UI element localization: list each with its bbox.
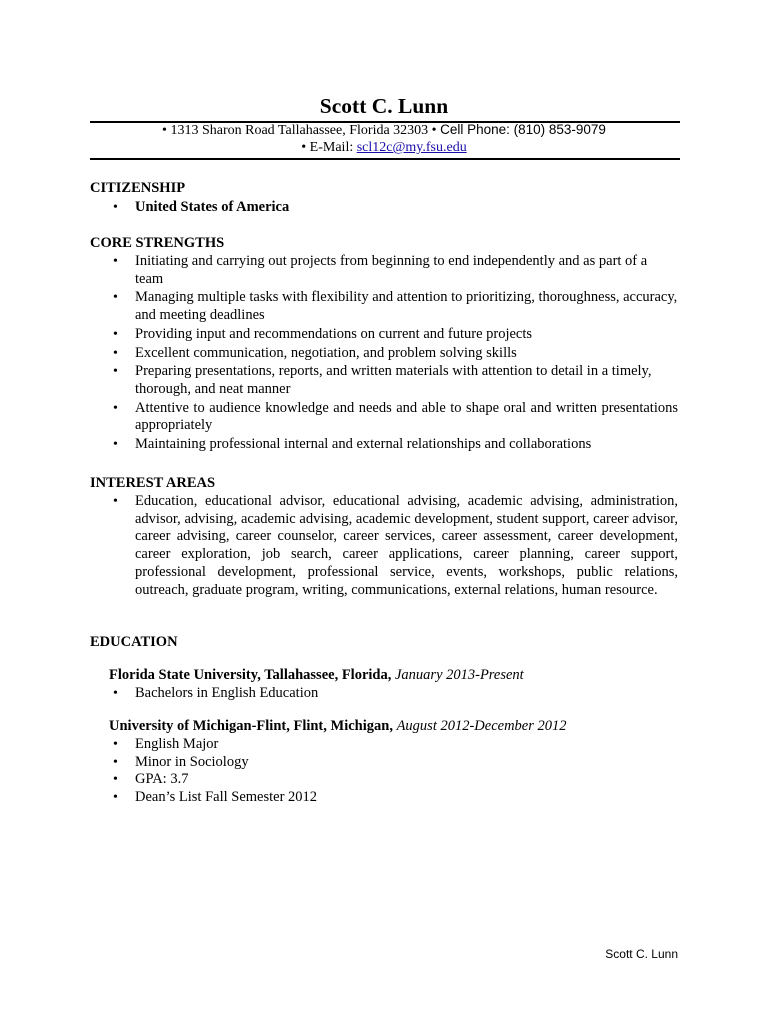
school-name: Florida State University, Tallahassee, Florida, <box>109 667 392 683</box>
email-link[interactable]: scl12c@my.fsu.edu <box>356 140 467 155</box>
core-strengths-heading: CORE STRENGTHS <box>90 235 225 251</box>
list-item <box>90 771 678 789</box>
strength-text: Excellent communication, negotiation, and problem solving skills <box>135 344 517 361</box>
school-name: University of Michigan-Flint, Flint, Michigan, <box>109 718 393 734</box>
email-label: • E-Mail: <box>301 140 354 155</box>
list-item <box>90 199 678 217</box>
cell-phone-text: Cell Phone: (810) 853-9079 <box>440 122 606 137</box>
strength-text: Providing input and recommendations on current and future projects <box>135 325 533 342</box>
fsu-details-list <box>90 685 678 703</box>
education-heading: EDUCATION <box>90 634 178 650</box>
core-strengths-list <box>90 253 678 454</box>
school-dates: January 2013-Present <box>394 667 524 683</box>
header-bottom-rule <box>90 158 680 160</box>
bullet-icon: • <box>113 686 118 701</box>
interest-areas-text: Education, educational advisor, educational advising, academic advising, administration, advisor, advising, academic advising, academic development, student support, career advisor, career advising, career counselor, career services, career assessment, career development, career exploration, job search, career applications, career planning, career support, professional development, professional service, events, workshops, public relations, outreach, graduate program, writing, communications, external relations, human resource. <box>135 493 678 598</box>
bullet-icon: • <box>113 494 118 509</box>
list-item <box>90 345 678 363</box>
list-item <box>90 253 678 288</box>
address-text: • 1313 Sharon Road Tallahassee, Florida 32303 • <box>162 123 437 138</box>
list-item <box>90 493 678 599</box>
list-item <box>90 754 678 772</box>
bullet-icon: • <box>113 790 118 806</box>
citizenship-list <box>90 199 678 217</box>
list-item <box>90 363 678 398</box>
interest-areas-heading: INTEREST AREAS <box>90 475 216 491</box>
strength-text: Managing multiple tasks with flexibility and attention to prioritizing, thoroughness, accuracy, and meeting deadlines <box>135 289 678 324</box>
strength-text: Attentive to audience knowledge and needs and able to shape oral and written presentations appropriately <box>135 399 678 434</box>
list-item <box>90 400 678 435</box>
resume-name: Scott C. Lunn <box>319 94 449 118</box>
degree-text: Bachelors in English Education <box>135 685 319 701</box>
school-dates: August 2012-December 2012 <box>396 718 567 734</box>
school-entry-umflint <box>109 717 567 735</box>
detail-text: GPA: 3.7 <box>135 771 189 788</box>
bullet-icon: • <box>113 364 118 380</box>
page-footer: Scott C. Lunn <box>605 947 678 961</box>
bullet-icon: • <box>113 400 118 416</box>
list-item <box>90 789 678 807</box>
email-line <box>0 139 768 157</box>
school-entry-fsu <box>109 666 524 684</box>
bullet-icon: • <box>113 290 118 306</box>
interest-areas-list <box>90 493 678 599</box>
citizenship-value: United States of America <box>135 199 290 215</box>
bullet-icon: • <box>113 437 118 453</box>
detail-text: Minor in Sociology <box>135 753 249 770</box>
citizenship-heading: CITIZENSHIP <box>90 180 186 196</box>
bullet-icon: • <box>113 345 118 361</box>
bullet-icon: • <box>113 737 118 752</box>
list-item <box>90 685 678 703</box>
list-item <box>90 289 678 324</box>
detail-text: English Major <box>135 736 219 752</box>
contact-line <box>0 121 768 140</box>
detail-text: Dean’s List Fall Semester 2012 <box>135 789 318 806</box>
bullet-icon: • <box>113 200 118 215</box>
list-item <box>90 326 678 344</box>
bullet-icon: • <box>113 772 118 788</box>
bullet-icon: • <box>113 254 118 269</box>
strength-text: Initiating and carrying out projects from beginning to end independently and as part of a team <box>135 253 648 287</box>
umflint-details-list <box>90 736 678 807</box>
strength-text: Maintaining professional internal and external relationships and collaborations <box>135 436 592 453</box>
list-item <box>90 436 678 454</box>
list-item <box>90 736 678 754</box>
strength-text: Preparing presentations, reports, and written materials with attention to detail in a timely, thorough, and neat manner <box>135 363 652 397</box>
bullet-icon: • <box>113 326 118 342</box>
bullet-icon: • <box>113 754 118 770</box>
